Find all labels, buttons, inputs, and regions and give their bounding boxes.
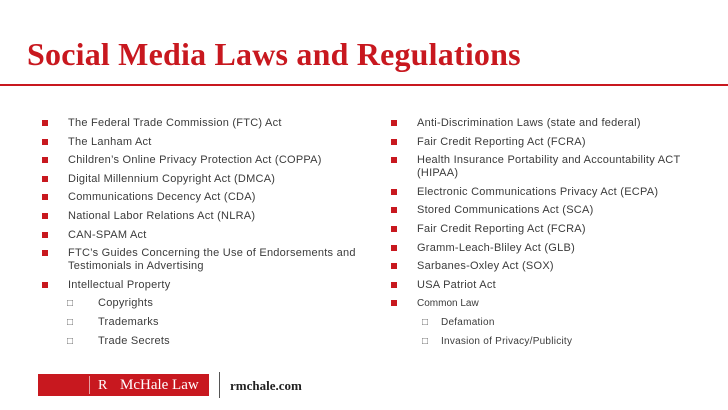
list-item (40, 117, 370, 130)
list-item (389, 186, 709, 199)
sub-list-item (40, 335, 370, 348)
slide-title: Social Media Laws and Regulations (27, 36, 521, 72)
square-bullet-icon (391, 282, 397, 288)
left-law-list (40, 117, 370, 353)
list-item (40, 279, 370, 292)
footer-logo-divider (89, 376, 90, 394)
list-item (389, 136, 709, 149)
hollow-square-bullet-icon: □ (67, 316, 74, 328)
list-item (40, 191, 370, 204)
list-item (40, 173, 370, 186)
list-item-label: Intellectual Property (68, 278, 171, 291)
sub-list-item (40, 297, 370, 310)
list-item (40, 136, 370, 149)
square-bullet-icon (391, 189, 397, 195)
list-item (40, 210, 370, 223)
square-bullet-icon (391, 226, 397, 232)
firm-logo-mark: R (98, 378, 108, 393)
footer-separator (219, 372, 220, 398)
square-bullet-icon (391, 120, 397, 126)
list-item (40, 247, 370, 273)
hollow-square-bullet-icon: □ (422, 335, 429, 347)
sub-list-item-label: Defamation (441, 316, 495, 328)
sub-list-item (40, 316, 370, 329)
square-bullet-icon (391, 245, 397, 251)
sub-list-item (389, 335, 709, 348)
list-item (389, 204, 709, 217)
list-item-label: FTC’s Guides Concerning the Use of Endorsements and Testimonials in Advertising (68, 247, 356, 273)
square-bullet-icon (42, 250, 48, 256)
square-bullet-icon (391, 207, 397, 213)
firm-name: McHale Law (120, 377, 199, 393)
square-bullet-icon (42, 282, 48, 288)
list-item-label: Common Law (417, 298, 479, 310)
list-item-label: Communications Decency Act (CDA) (68, 191, 256, 204)
list-item-label: Gramm-Leach-Bliley Act (GLB) (417, 241, 575, 254)
sub-list-item-label: Copyrights (98, 297, 154, 310)
hollow-square-bullet-icon: □ (67, 335, 74, 347)
list-item-label: Children’s Online Privacy Protection Act (COPPA) (68, 154, 322, 167)
list-item (389, 279, 709, 292)
list-item (40, 229, 370, 242)
list-item-label: Anti-Discrimination Laws (state and federal) (417, 117, 641, 129)
list-item-label: CAN-SPAM Act (68, 228, 147, 241)
list-item-label: National Labor Relations Act (NLRA) (68, 209, 256, 222)
list-item-label: The Lanham Act (68, 135, 152, 148)
square-bullet-icon (42, 194, 48, 200)
list-item (389, 260, 709, 273)
sub-list-item-label: Trade Secrets (98, 334, 170, 347)
list-item (40, 154, 370, 167)
list-item-label: The Federal Trade Commission (FTC) Act (68, 117, 282, 129)
square-bullet-icon (391, 139, 397, 145)
square-bullet-icon (391, 263, 397, 269)
list-item-label: Digital Millennium Copyright Act (DMCA) (68, 172, 276, 185)
square-bullet-icon (391, 300, 397, 306)
square-bullet-icon (42, 176, 48, 182)
square-bullet-icon (42, 120, 48, 126)
square-bullet-icon (42, 213, 48, 219)
list-item (389, 154, 709, 180)
list-item-label: Health Insurance Portability and Accountability ACT (HIPAA) (417, 154, 681, 180)
list-item (389, 223, 709, 236)
sub-list-item-label: Invasion of Privacy/Publicity (441, 335, 573, 347)
square-bullet-icon (42, 157, 48, 163)
list-item-label: Sarbanes-Oxley Act (SOX) (417, 260, 554, 273)
square-bullet-icon (391, 157, 397, 163)
list-item-label: Stored Communications Act (SCA) (417, 204, 594, 217)
hollow-square-bullet-icon: □ (422, 316, 429, 328)
hollow-square-bullet-icon: □ (67, 298, 74, 310)
list-item-label: Fair Credit Reporting Act (FCRA) (417, 135, 586, 148)
square-bullet-icon (42, 232, 48, 238)
firm-website-url: rmchale.com (230, 378, 302, 393)
list-item (389, 242, 709, 255)
list-item-label: Fair Credit Reporting Act (FCRA) (417, 222, 586, 235)
right-law-list (389, 117, 709, 353)
list-item-label: USA Patriot Act (417, 278, 496, 291)
list-item (389, 117, 709, 130)
list-item-label: Electronic Communications Privacy Act (ECPA) (417, 185, 659, 198)
square-bullet-icon (42, 139, 48, 145)
title-divider (0, 84, 728, 86)
sub-list-item (389, 316, 709, 329)
list-item (389, 297, 709, 310)
sub-list-item-label: Trademarks (98, 315, 159, 328)
